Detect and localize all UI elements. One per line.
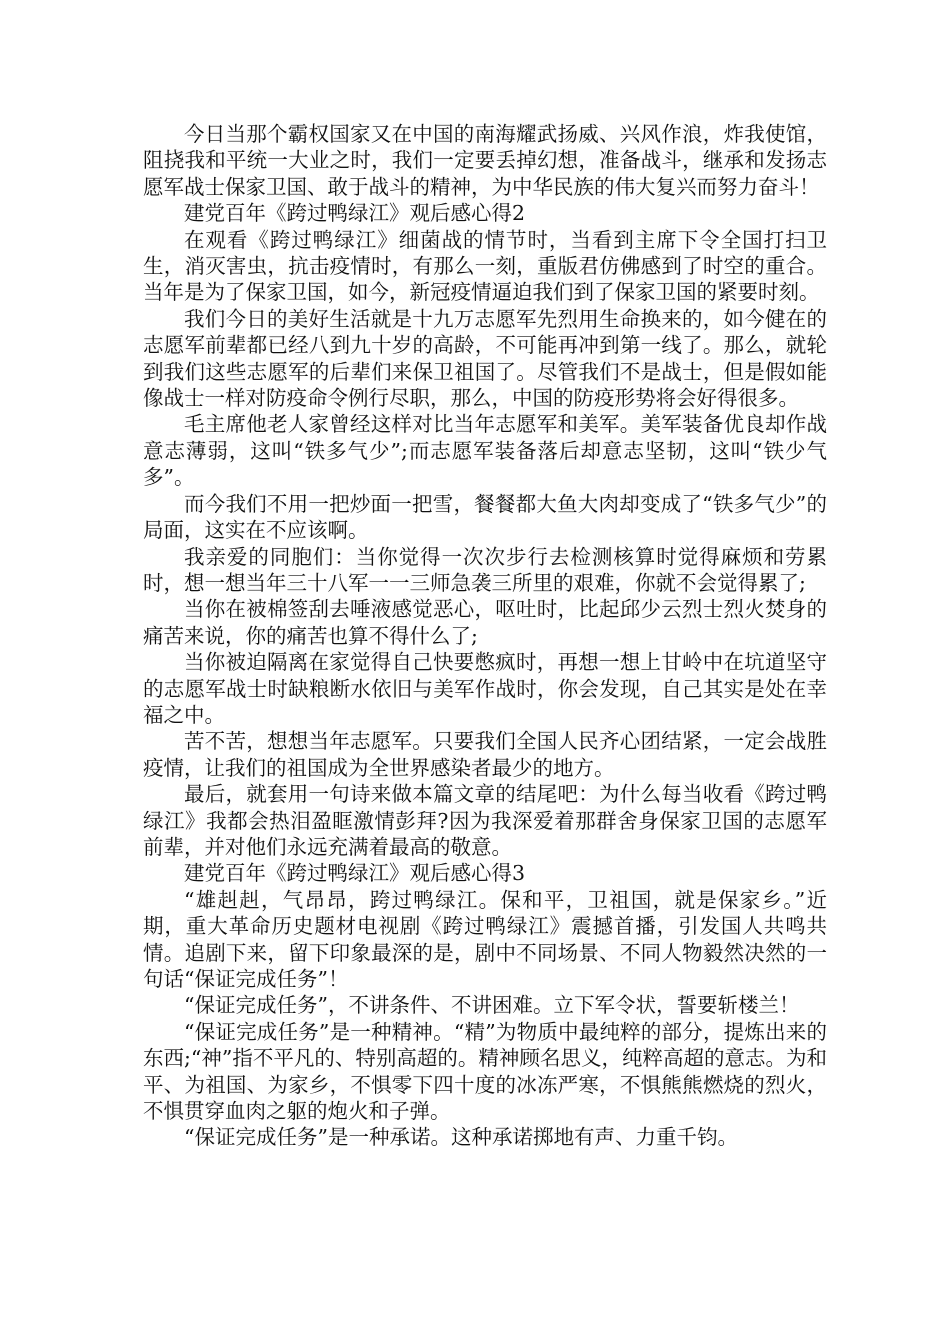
paragraph-2: 在观看《跨过鸭绿江》细菌战的情节时，当看到主席下令全国打扫卫生，消灭害虫，抗击疫情时，有那么一刻，重版君仿佛感到了时空的重合。当年是为了保家卫国，如今，新冠疫情逼迫我们到了保家卫国的紧要时刻。 xyxy=(143,227,827,305)
section-heading-2: 建党百年《跨过鸭绿江》观后感心得2 xyxy=(184,201,526,226)
section-heading-3: 建党百年《跨过鸭绿江》观后感心得3 xyxy=(184,861,526,886)
paragraph-13: “保证完成任务”是一种精神。“精”为物质中最纯粹的部分，提炼出来的东西;“神”指不平凡的、特别高超的。精神顾名思义，纯粹高超的意志。为和平、为祖国、为家乡，不惧零下四十度的冰冻严寒，不惧熊熊燃烧的烈火，不惧贯穿血肉之躯的炮火和子弹。 xyxy=(143,1019,827,1124)
paragraph-12: “保证完成任务”，不讲条件、不讲困难。立下军令状，誓要斩楼兰！ xyxy=(184,993,800,1018)
paragraph-7: 当你在被棉签刮去唾液感觉恶心，呕吐时，比起邱少云烈士烈火焚身的痛苦来说，你的痛苦也算不得什么了; xyxy=(143,597,827,648)
document-body xyxy=(143,121,827,1151)
paragraph-6: 我亲爱的同胞们：当你觉得一次次步行去检测核算时觉得麻烦和劳累时，想一想当年三十八军一一三师急袭三所里的艰难，你就不会觉得累了; xyxy=(143,544,827,595)
paragraph-1: 今日当那个霸权国家又在中国的南海耀武扬威、兴风作浪，炸我使馆，阻挠我和平统一大业之时，我们一定要丢掉幻想，准备战斗，继承和发扬志愿军战士保家卫国、敢于战斗的精神，为中华民族的伟大复兴而努力奋斗！ xyxy=(143,122,827,199)
paragraph-3: 我们今日的美好生活就是十九万志愿军先烈用生命换来的，如今健在的志愿军前辈都已经八到九十岁的高龄，不可能再冲到第一线了。那么，就轮到我们这些志愿军的后辈们来保卫祖国了。尽管我们不是战士，但是假如能像战士一样对防疫命令例行尽职，那么，中国的防疫形势将会好得很多。 xyxy=(143,306,827,411)
paragraph-5: 而今我们不用一把炒面一把雪，餐餐都大鱼大肉却变成了“铁多气少”的局面，这实在不应该啊。 xyxy=(143,491,827,543)
paragraph-14: “保证完成任务”是一种承诺。这种承诺掷地有声、力重千钧。 xyxy=(184,1125,738,1150)
paragraph-11: “雄赳赳，气昂昂，跨过鸭绿江。保和平，卫祖国，就是保家乡。”近期，重大革命历史题材电视剧《跨过鸭绿江》震撼首播，引发国人共鸣共情。追剧下来，留下印象最深的是，剧中不同场景、不同人物毅然决然的一句话“保证完成任务”！ xyxy=(143,887,827,991)
paragraph-10: 最后，就套用一句诗来做本篇文章的结尾吧：为什么每当收看《跨过鸭绿江》我都会热泪盈眶激情彭拜?因为我深爱着那群舍身保家卫国的志愿军前辈，并对他们永远充满着最高的敬意。 xyxy=(143,782,827,859)
paragraph-9: 苦不苦，想想当年志愿军。只要我们全国人民齐心团结紧，一定会战胜疫情，让我们的祖国成为全世界感染者最少的地方。 xyxy=(143,729,827,780)
paragraph-4: 毛主席他老人家曾经这样对比当年志愿军和美军。美军装备优良却作战意志薄弱，这叫“铁多气少”;而志愿军装备落后却意志坚韧，这叫“铁少气多”。 xyxy=(143,412,827,490)
paragraph-8: 当你被迫隔离在家觉得自己快要憋疯时，再想一想上甘岭中在坑道坚守的志愿军战士时缺粮断水依旧与美军作战时，你会发现，自己其实是处在幸福之中。 xyxy=(143,650,827,727)
